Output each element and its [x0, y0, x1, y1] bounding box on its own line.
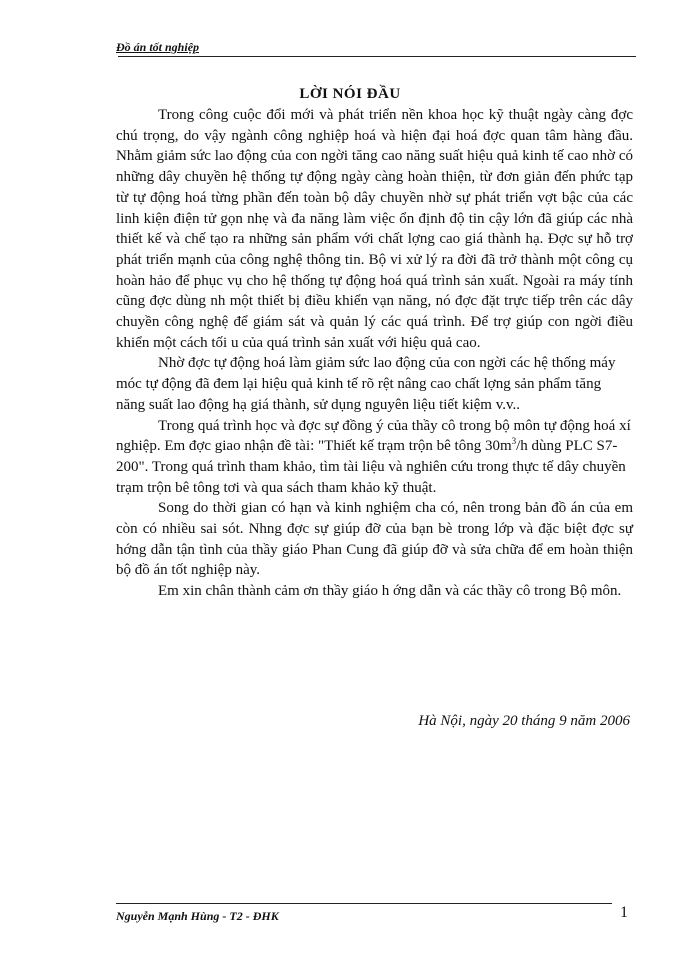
- paragraph-3-part-1: Trong quá trình học và đợc sự đồng ý của thầy cô trong bộ môn tự động hoá xí nghiệp. Em đợc giao nhận đề tài: "Thiết kế trạm trộn bê tông 30m: [116, 417, 631, 455]
- paragraph-2: [116, 353, 633, 415]
- paragraph-5: Em xin chân thành cảm ơn thầy giáo h ớng dẫn và các thầy cô trong Bộ môn.: [158, 583, 622, 600]
- date-signature: Hà Nội, ngày 20 tháng 9 năm 2006: [418, 713, 630, 729]
- paragraph-1: Trong công cuộc đổi mới và phát triển nền khoa học kỹ thuật ngày càng đợc chú trọng, do vậy ngành công nghiệp hoá và hiện đại hoá đợc quan tâm hàng đầu. Nhằm giảm sức lao động của con ngời tăng cao năng suất hiệu quả kinh tế cao nhờ có những dây chuyền hệ thống tự động ngày càng hoàn thiện, từ đơn giản đến phức tạp từ tự động hoá từng phần đến toàn bộ dây chuyền nhờ sự phát triển vợt bậc của các linh kiện điện tử gọn nhẹ và đa năng làm việc ổn định độ tin cậy lớn đã giúp các nhà thiết kế và chế tạo ra những sản phẩm với chất lợng cao giá thành hạ. Đợc sự hỗ trợ phát triển mạnh của công nghệ thông tin. Bộ vi xử lý ra đời đã trở thành một công cụ hoàn hảo để phục vụ cho hệ thống tự động hoá quá trình sản xuất. Ngoài ra máy tính cũng đợc dùng nh một thiết bị điều khiển vạn năng, nó đợc đặt trực tiếp trên các dây chuyền công nghệ để giám sát và quản lý các quá trình. Để trợ giúp con ngời điều khiển một cách tối u của quá trình sản xuất với hiệu quả cao.: [116, 107, 633, 351]
- paragraph-3-superscript: 3: [511, 436, 517, 447]
- paragraph-3: [116, 416, 633, 499]
- page-header: [116, 40, 636, 54]
- footer-divider: [116, 903, 612, 904]
- header-title: Đồ án tốt nghiệp: [116, 40, 200, 54]
- paragraph-4: Song do thời gian có hạn và kinh nghiệm cha có, nên trong bản đồ án của em còn có nhiều sai sót. Nhng đợc sự giúp đỡ của bạn bè trong lớp và đặc biệt đợc sự hớng dẫn tận tình của thầy giáo Phan Cung đã giúp đỡ và sửa chữa để em hoàn thiện bộ đồ án tốt nghiệp này.: [116, 500, 633, 579]
- footer-author: Nguyễn Mạnh Hùng - T2 - ĐHK: [116, 909, 279, 923]
- paragraph-2-text: Nhờ đợc tự động hoá làm giảm sức lao động của con ngời các hệ thống máy móc tự động đã đem lại hiệu quả kinh tế rõ rệt nâng cao chất lợng sản phẩm tăng năng suất lao động hạ giá thành, sử dụng nguyên liệu tiết kiệm v.v..: [116, 355, 616, 413]
- paragraph-3-part-2: /h dùng PLC S7-200". Trong quá trình tham khảo, tìm tài liệu và nghiên cứu trong thực tế dây chuyền trạm trộn bê tông tơi và qua sách tham khảo kỹ thuật.: [116, 438, 626, 496]
- body-text: [116, 105, 633, 602]
- page-title: LỜI NÓI ĐẦU: [299, 86, 401, 102]
- page-number: 1: [620, 904, 628, 921]
- header-divider: [118, 56, 636, 57]
